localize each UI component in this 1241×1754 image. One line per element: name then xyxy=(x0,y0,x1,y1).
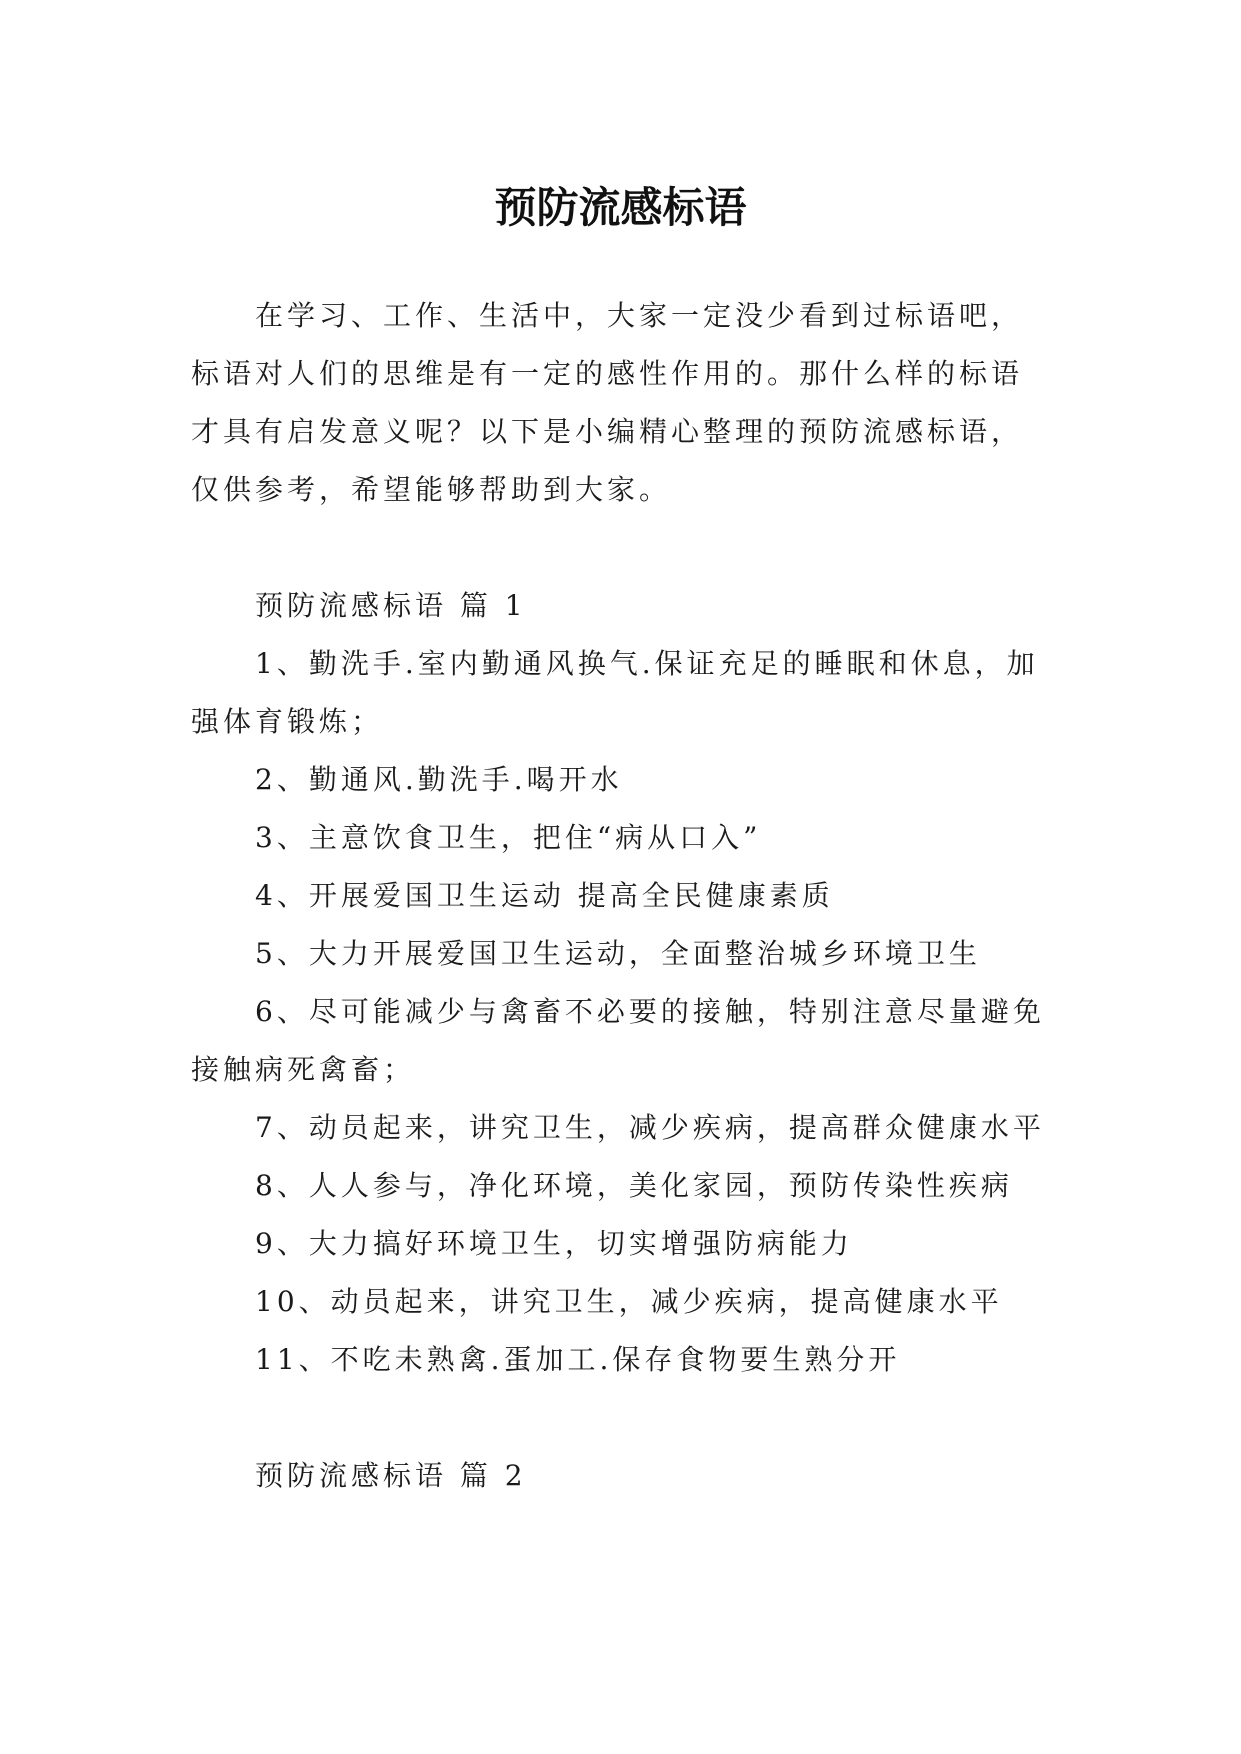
slogan-list xyxy=(191,635,1049,1389)
slogan-item-2: 2、勤通风.勤洗手.喝开水 xyxy=(255,763,623,796)
section-1 xyxy=(191,577,1049,1389)
slogan-item-8: 8、人人参与，净化环境，美化家园，预防传染性疾病 xyxy=(255,1169,1013,1202)
intro-paragraph: 在学习、工作、生活中，大家一定没少看到过标语吧，标语对人们的思维是有一定的感性作用的。那什么样的标语才具有启发意义呢？以下是小编精心整理的预防流感标语，仅供参考，希望能够帮助到大家。 xyxy=(191,299,1024,506)
slogan-item-1: 1、勤洗手.室内勤通风换气.保证充足的睡眠和休息，加强体育锻炼； xyxy=(191,647,1039,738)
section-2 xyxy=(191,1447,1049,1505)
section-1-heading: 预防流感标语 篇 1 xyxy=(255,589,527,622)
slogan-item-7: 7、动员起来，讲究卫生，减少疾病，提高群众健康水平 xyxy=(255,1111,1045,1144)
slogan-item-4: 4、开展爱国卫生运动 提高全民健康素质 xyxy=(255,879,834,912)
section-2-heading: 预防流感标语 篇 2 xyxy=(255,1459,527,1492)
page-title: 预防流感标语 xyxy=(494,183,747,233)
document-body xyxy=(191,287,1049,1505)
slogan-item-6: 6、尽可能减少与禽畜不必要的接触，特别注意尽量避免接触病死禽畜； xyxy=(191,995,1045,1086)
slogan-item-10: 10、动员起来，讲究卫生，减少疾病，提高健康水平 xyxy=(255,1285,1003,1318)
slogan-item-5: 5、大力开展爱国卫生运动，全面整治城乡环境卫生 xyxy=(255,937,981,970)
slogan-item-11: 11、不吃未熟禽.蛋加工.保存食物要生熟分开 xyxy=(255,1343,901,1376)
section-spacer xyxy=(191,1389,1049,1447)
slogan-item-9: 9、大力搞好环境卫生，切实增强防病能力 xyxy=(255,1227,853,1260)
slogan-item-3: 3、主意饮食卫生，把住“病从口入” xyxy=(255,821,762,854)
